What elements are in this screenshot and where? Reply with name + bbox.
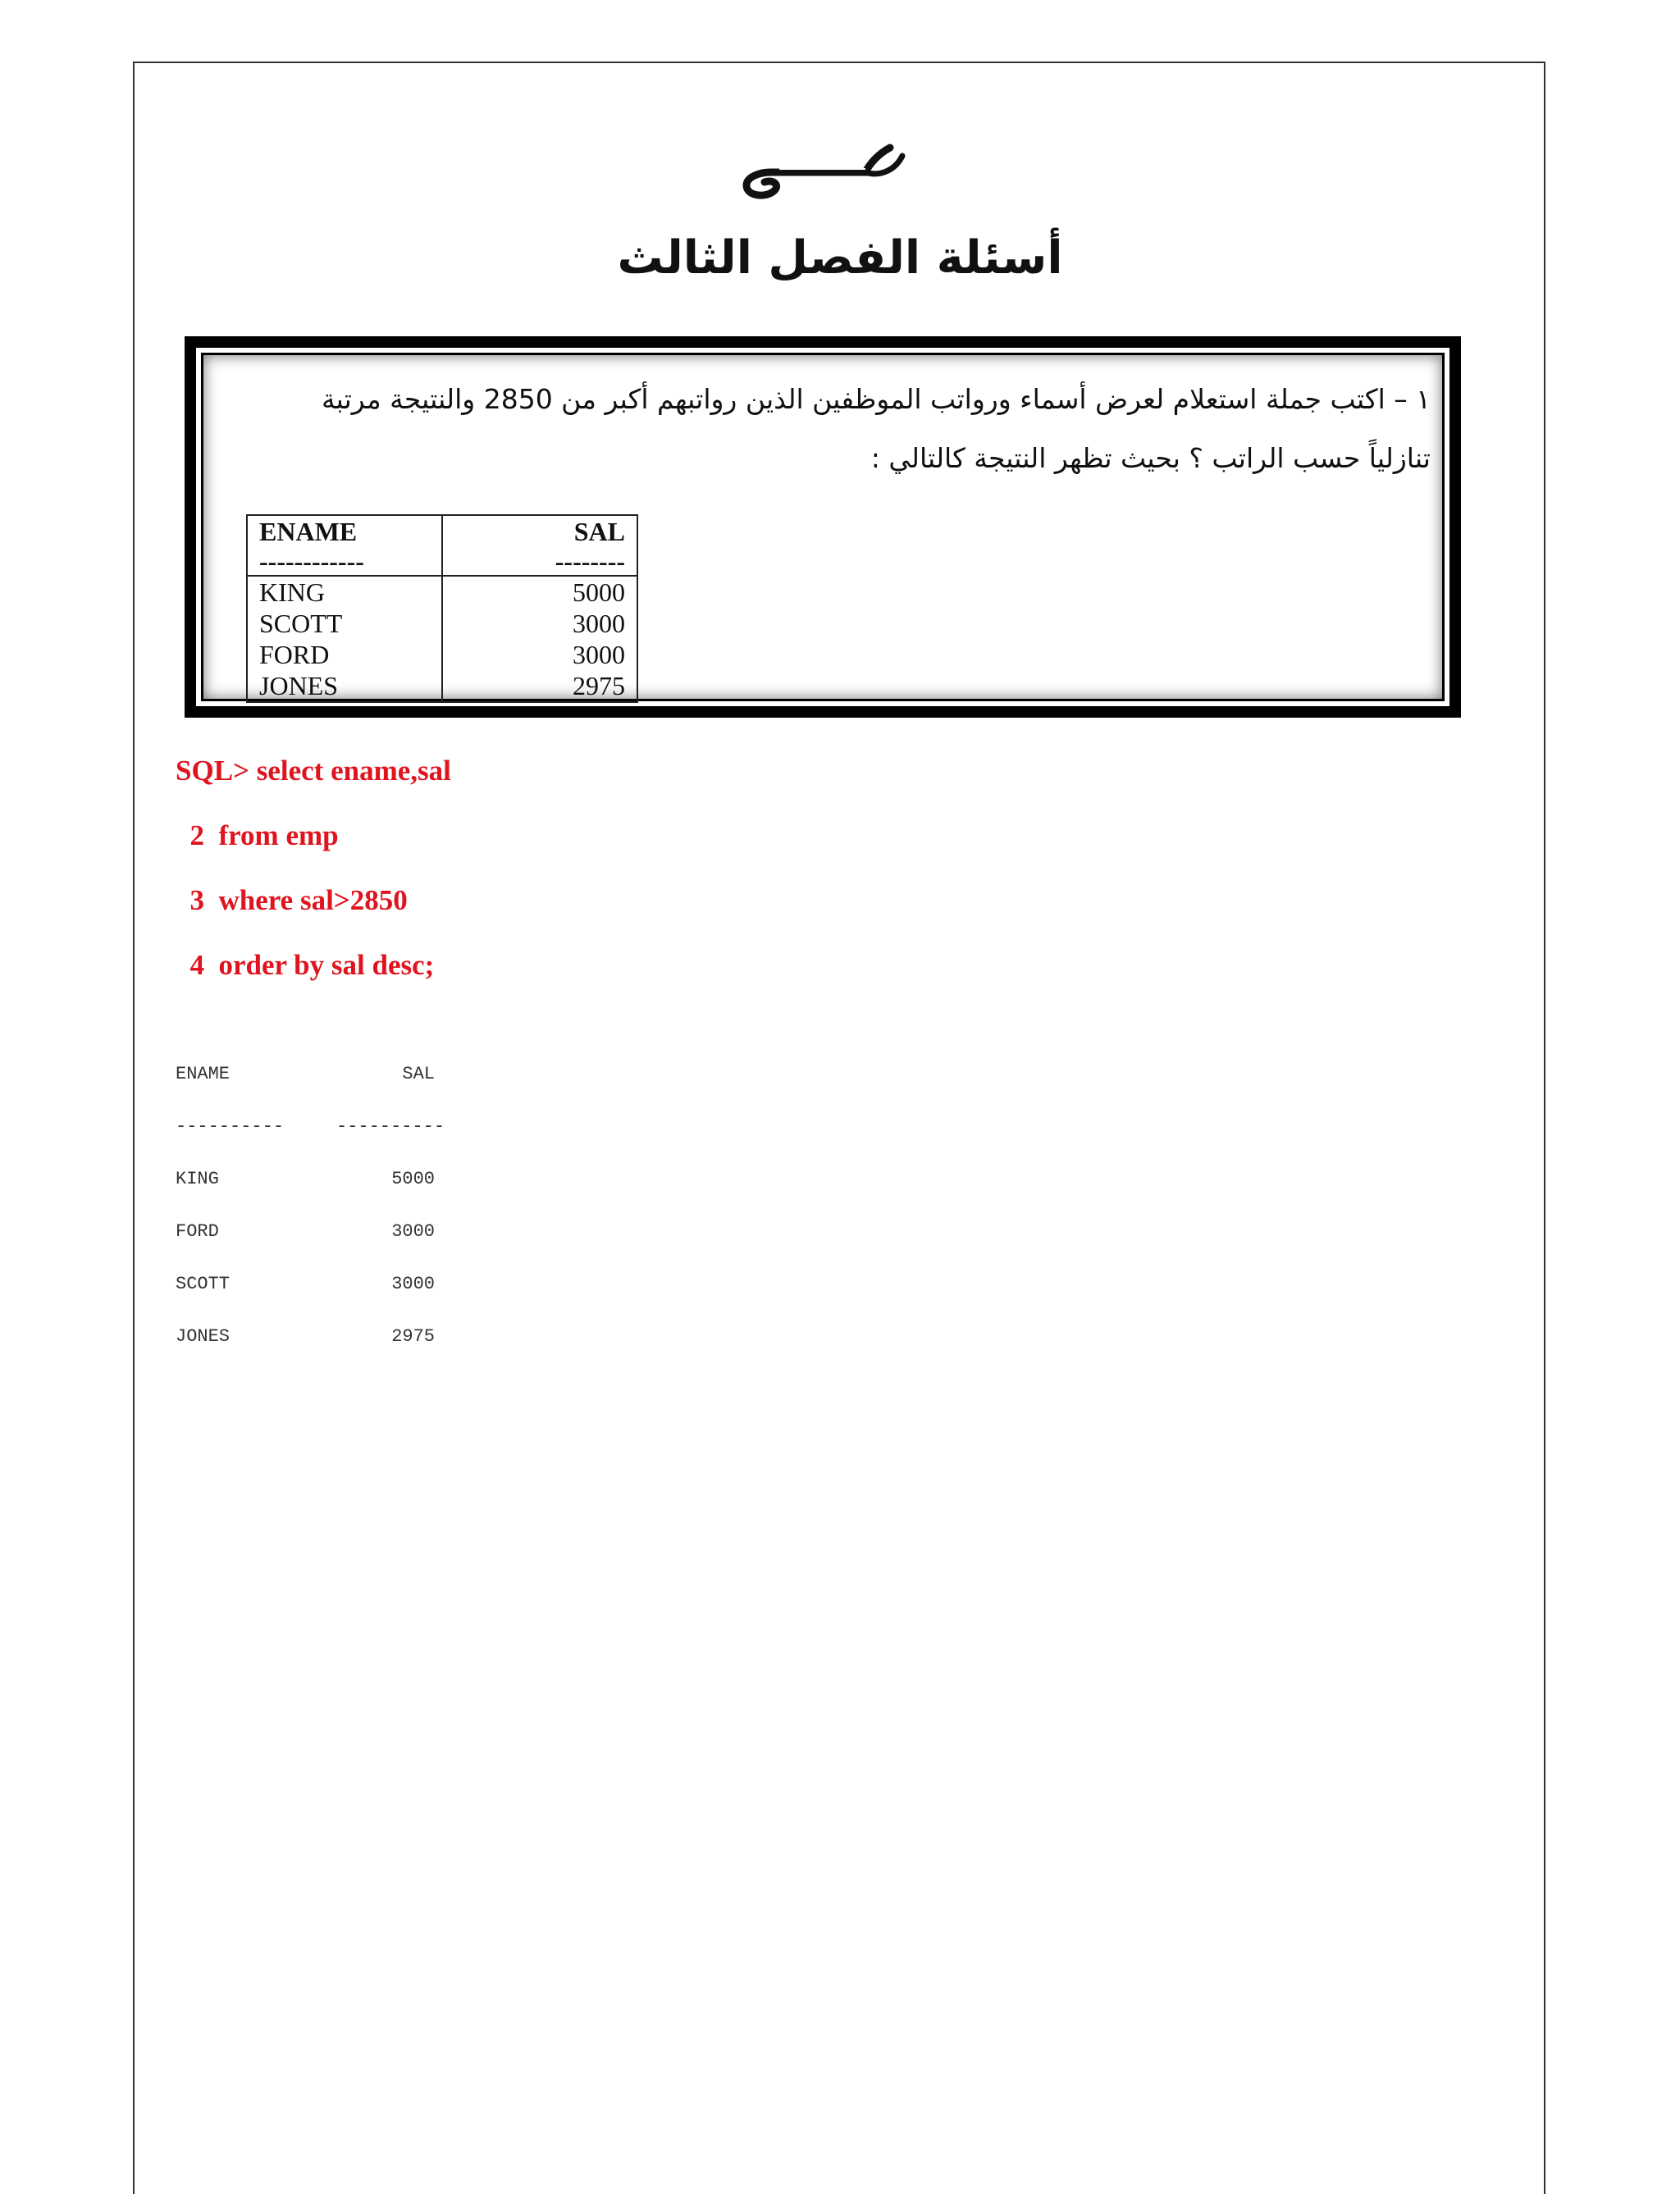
output-row bbox=[176, 1311, 435, 1363]
column-header-ename: ENAME bbox=[247, 515, 442, 547]
output-row bbox=[176, 1258, 435, 1311]
output-header-ename: ENAME bbox=[176, 1064, 231, 1084]
output-ename: KING bbox=[176, 1169, 219, 1189]
output-dash: ---------- bbox=[176, 1116, 285, 1137]
expected-result-table bbox=[246, 514, 638, 703]
output-row bbox=[176, 1206, 435, 1258]
sql-line: 2 from emp bbox=[176, 819, 339, 851]
ename-cell: JONES bbox=[247, 670, 442, 702]
question-line-2: تنازلياً حسب الراتب ؟ بحيث تظهر النتيجة كالتالي : bbox=[870, 442, 1431, 474]
output-header-sal: SAL bbox=[402, 1064, 435, 1084]
table-row bbox=[247, 639, 637, 670]
query-output bbox=[176, 1048, 445, 1363]
table-row bbox=[247, 576, 637, 608]
sal-cell: 3000 bbox=[573, 640, 625, 669]
output-dash: ---------- bbox=[336, 1116, 445, 1137]
sql-query bbox=[176, 738, 451, 997]
output-sal: 3000 bbox=[391, 1274, 435, 1294]
dash-cell: -------- bbox=[442, 547, 637, 576]
ename-cell: KING bbox=[247, 576, 442, 608]
sql-line: 4 order by sal desc; bbox=[176, 949, 435, 981]
dash-cell: ------------ bbox=[247, 547, 442, 576]
table-row bbox=[247, 670, 637, 702]
ename-cell: SCOTT bbox=[247, 608, 442, 639]
output-ename: FORD bbox=[176, 1221, 219, 1242]
question-box bbox=[185, 336, 1461, 718]
output-dash-row bbox=[176, 1101, 445, 1153]
sal-cell: 5000 bbox=[573, 577, 625, 607]
sal-cell: 3000 bbox=[573, 609, 625, 638]
column-header-sal: SAL bbox=[573, 517, 625, 546]
sal-cell: 2975 bbox=[573, 671, 625, 700]
question-text bbox=[208, 370, 1431, 488]
sql-line: SQL> select ename,sal bbox=[176, 755, 451, 787]
output-sal: 2975 bbox=[391, 1326, 435, 1347]
output-sal: 5000 bbox=[391, 1169, 435, 1189]
output-sal: 3000 bbox=[391, 1221, 435, 1242]
page-title: أسئلة الفصل الثالث bbox=[617, 231, 1063, 285]
solution-calligraphy-logo bbox=[722, 131, 919, 205]
output-header-row bbox=[176, 1048, 435, 1101]
sql-line: 3 where sal>2850 bbox=[176, 884, 408, 916]
table-row bbox=[247, 608, 637, 639]
question-line-1: ١ – اكتب جملة استعلام لعرض أسماء ورواتب الموظفين الذين رواتبهم أكبر من 2850 والنتيجة مرتبة bbox=[321, 383, 1431, 415]
output-ename: SCOTT bbox=[176, 1274, 231, 1294]
output-row bbox=[176, 1153, 435, 1206]
ename-cell: FORD bbox=[247, 639, 442, 670]
output-ename: JONES bbox=[176, 1326, 231, 1347]
